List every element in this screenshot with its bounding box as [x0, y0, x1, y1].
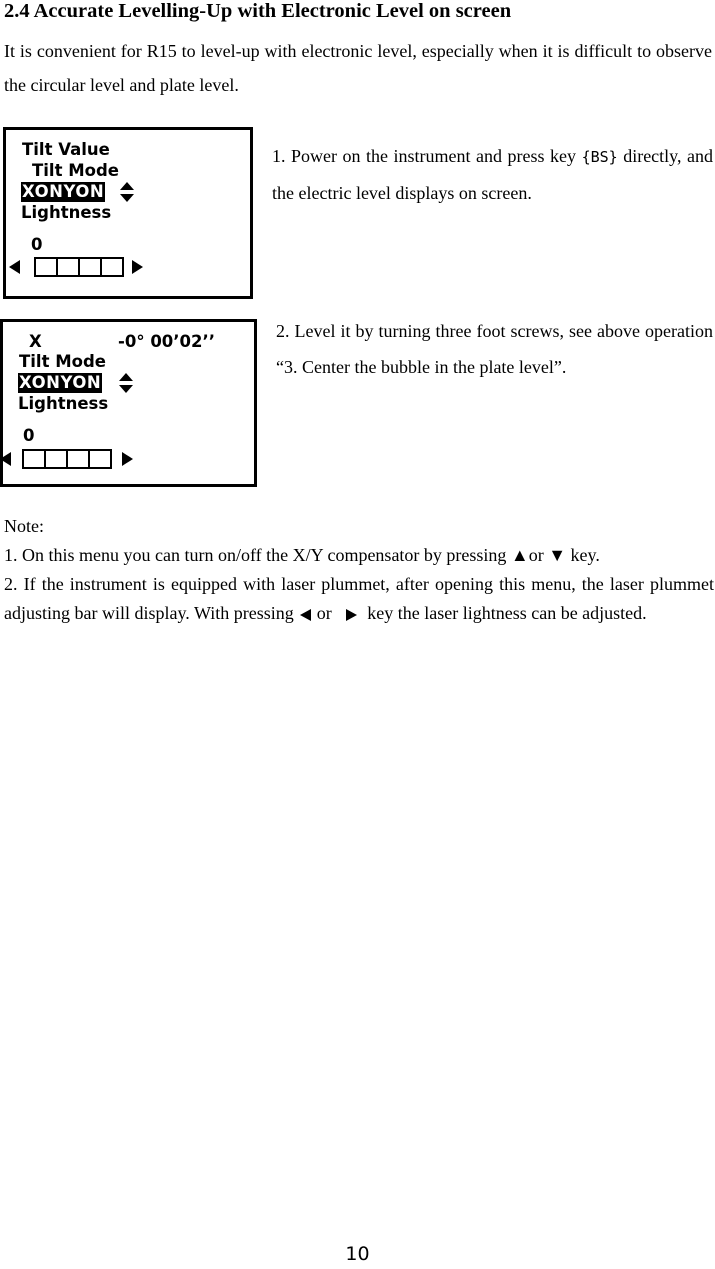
step-1-key: {BS}	[581, 148, 618, 166]
lightness-bar-cell	[100, 257, 124, 277]
lcd-toggle-xonyon: XONYON	[19, 373, 102, 392]
lightness-bar-cell	[44, 449, 68, 469]
right-arrow-icon	[122, 452, 133, 466]
lcd-toggle-xonyon: XONYON	[22, 182, 105, 201]
lcd-angle-value: -0° 00’02’’	[118, 332, 216, 351]
up-down-arrow-icon	[119, 181, 135, 203]
lightness-bar-cell	[22, 449, 46, 469]
left-arrow-icon	[0, 452, 11, 466]
lcd-line-tilt-value: Tilt Value	[22, 140, 110, 159]
step-1-paragraph	[272, 138, 713, 211]
section-heading: 2.4 Accurate Levelling-Up with Electronic Level on screen	[4, 0, 512, 22]
lcd-screen-tilt-x	[0, 319, 257, 487]
page-number: 10	[345, 1243, 370, 1265]
left-arrow-icon	[9, 260, 20, 274]
lcd-screen-tilt-value	[3, 127, 253, 299]
note-item-2	[4, 570, 714, 628]
step-2-paragraph: 2. Level it by turning three foot screws, see above operation “3. Center the bubble in the plate level”.	[276, 321, 713, 377]
lightness-bar-cell	[78, 257, 102, 277]
lcd-lightness-value: 0	[23, 426, 35, 445]
note-item-1: 1. On this menu you can turn on/off the X/Y compensator by pressing ▲or ▼ key.	[4, 545, 600, 565]
lightness-bar	[34, 257, 124, 275]
note-item-2-text-a: 2. If the instrument is equipped with laser plummet, after opening this menu, the laser plummet adjusting bar will display. With pressing	[4, 574, 714, 623]
left-arrow-icon	[300, 609, 311, 621]
right-arrow-icon	[346, 609, 357, 621]
right-arrow-icon	[132, 260, 143, 274]
note-item-2-text-b: key the laser lightness can be adjusted.	[367, 603, 647, 623]
lcd-line-lightness: Lightness	[18, 394, 109, 413]
lightness-bar-cell	[66, 449, 90, 469]
note-block	[4, 512, 714, 628]
lcd-line-lightness: Lightness	[21, 203, 112, 222]
lcd-lightness-value: 0	[31, 235, 43, 254]
intro-paragraph: It is convenient for R15 to level-up with electronic level, especially when it is difficult to observe the circular level and plate level.	[4, 41, 712, 95]
up-down-arrow-icon	[118, 372, 134, 394]
lightness-bar-cell	[88, 449, 112, 469]
lcd-axis-label: X	[29, 332, 42, 351]
lightness-bar-cell	[34, 257, 58, 277]
lcd-line-tilt-mode: Tilt Mode	[32, 161, 119, 180]
lightness-bar	[22, 449, 112, 467]
step-1-text-before: 1. Power on the instrument and press key	[272, 146, 582, 166]
step-1-text-after: directly, and the electric level displays on screen.	[272, 146, 714, 203]
note-title: Note:	[4, 516, 44, 536]
lightness-bar-cell	[56, 257, 80, 277]
lcd-line-tilt-mode: Tilt Mode	[19, 352, 106, 371]
note-item-2-or: or	[316, 603, 332, 623]
